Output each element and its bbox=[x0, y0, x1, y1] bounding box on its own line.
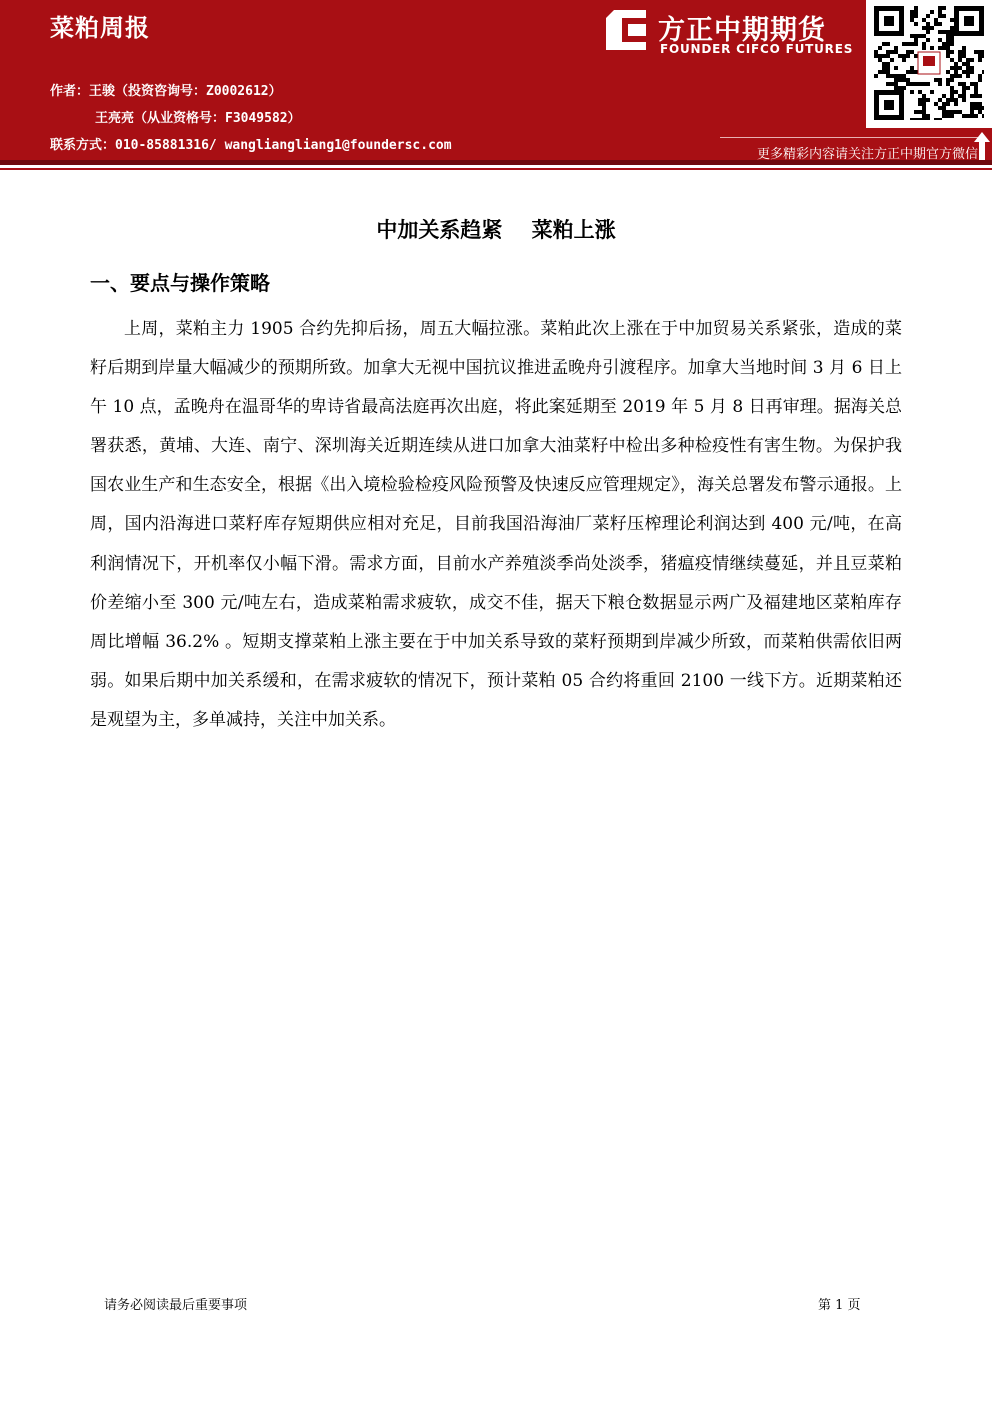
up-arrow-icon bbox=[974, 132, 990, 160]
logo-english-name: FOUNDER CIFCO FUTURES bbox=[660, 42, 854, 56]
author-line: 作者：王骏（投资咨询号：Z0002612） bbox=[50, 84, 282, 99]
company-logo bbox=[604, 8, 854, 58]
document-title: 中加关系趋紧 菜粕上涨 bbox=[376, 218, 616, 242]
founder-logo-icon bbox=[604, 8, 648, 52]
follow-wechat-text: 更多精彩内容请关注方正中期官方微信 bbox=[756, 147, 978, 162]
section-heading: 一、要点与操作策略 bbox=[90, 271, 270, 295]
body-paragraph: 上周，菜粕主力 1905 合约先抑后扬，周五大幅拉涨。菜粕此次上涨在于中加贸易关系紧张，造成的菜籽后期到岸量大幅减少的预期所致。加拿大无视中国抗议推进孟晚舟引渡程序。加拿大当地时间 3 月 6 日上午 10 点，孟晚舟在温哥华的卑诗省最高法庭再次出庭，将此案延期至 2019 年 5 月 8 日再审理。据海关总署获悉，黄埔、大连、南宁、深圳海关近期连续从进口加拿大油菜籽中检出多种检疫性有害生物。为保护我国农业生产和生态安全，根据《出入境检验检疫风险预警及快速反应管理规定》，海关总署发布警示通报。上周，国内沿海进口菜籽库存短期供应相对充足，目前我国沿海油厂菜籽压榨理论利润达到 400 元/吨，在高利润情况下，开机率仅小幅下滑。需求方面，目前水产养殖淡季尚处淡季，猪瘟疫情继续蔓延，并且豆菜粕价差缩小至 300 元/吨左右，造成菜粕需求疲软，成交不佳，据天下粮仓数据显示两广及福建地区菜粕库存周比增幅 36.2% 。短期支撑菜粕上涨主要在于中加关系导致的菜籽预期到岸减少所致，而菜粕供需依旧两弱。如果后期中加关系缓和，在需求疲软的情况下，预计菜粕 05 合约将重回 2100 一线下方。近期菜粕还是观望为主，多单减持，关注中加关系。 bbox=[90, 319, 902, 730]
footer-disclaimer-note: 请务必阅读最后重要事项 bbox=[104, 1298, 248, 1313]
follow-divider bbox=[720, 137, 980, 138]
header-rule bbox=[0, 168, 992, 170]
contact-line: 联系方式：010-85881316/ wangliangliang1@foundersc.com bbox=[50, 138, 452, 153]
qr-code-icon bbox=[874, 6, 984, 120]
page-number: 第 1 页 bbox=[818, 1298, 861, 1313]
author2-line: 王亮亮（从业资格号：F3049582） bbox=[95, 111, 301, 126]
logo-chinese-name: 方正中期期货 bbox=[658, 15, 826, 46]
qr-code bbox=[866, 0, 992, 128]
report-name: 菜粕周报 bbox=[50, 14, 150, 42]
